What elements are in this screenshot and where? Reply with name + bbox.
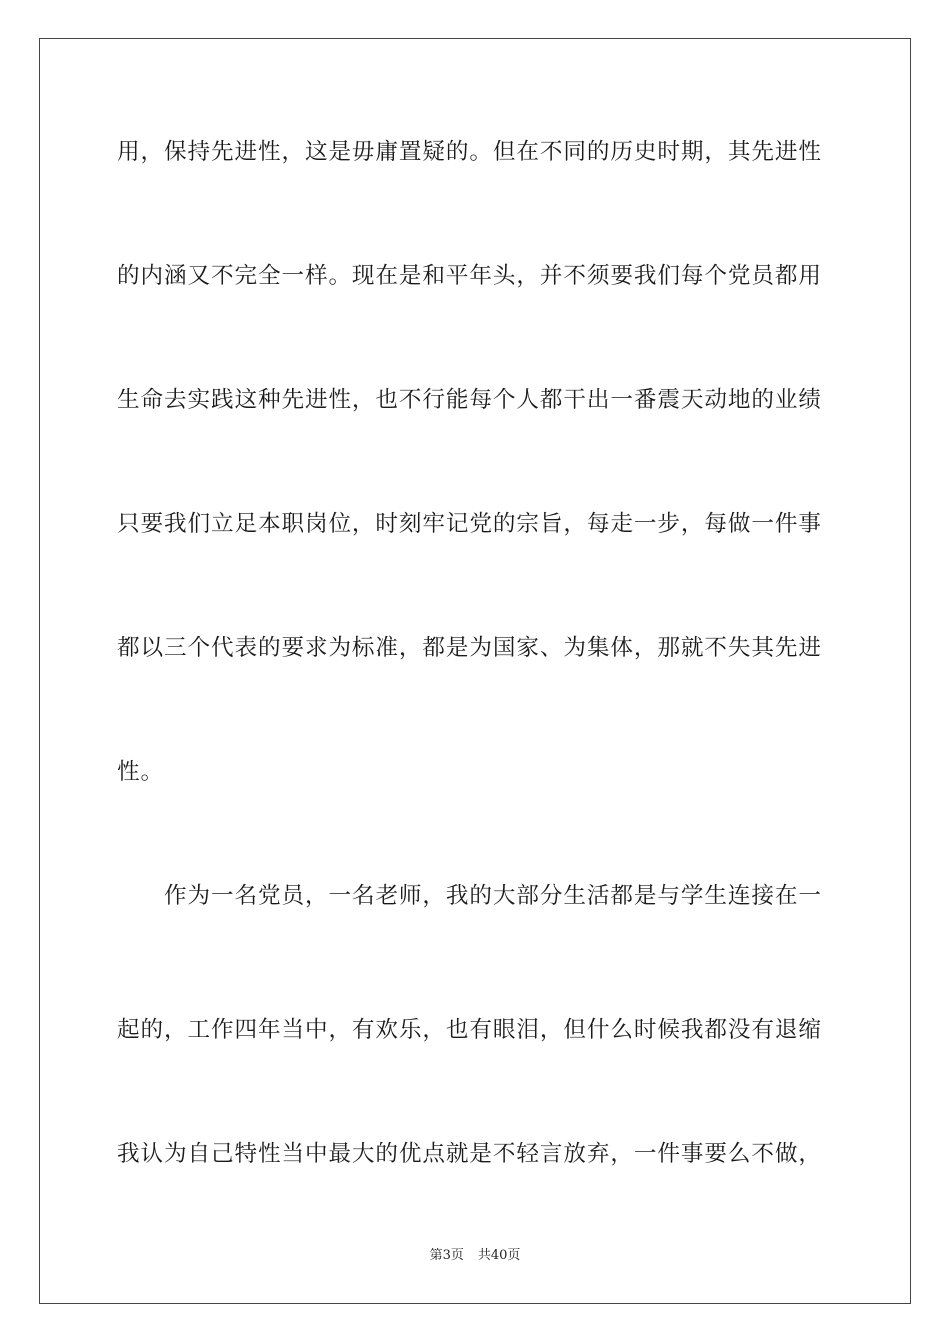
body-text-line: 用，保持先进性，这是毋庸置疑的。但在不同的历史时期，其先进性	[117, 139, 822, 165]
body-text-line: 生命去实践这种先进性，也不行能每个人都干出一番震天动地的业绩	[117, 387, 822, 413]
page-frame	[39, 38, 911, 1304]
page-number: 第3页	[429, 1248, 464, 1263]
body-text-line: 只要我们立足本职岗位，时刻牢记党的宗旨，每走一步，每做一件事	[117, 511, 822, 537]
body-text-line: 的内涵又不完全一样。现在是和平年头，并不须要我们每个党员都用	[117, 263, 822, 289]
body-text-line: 起的，工作四年当中，有欢乐，也有眼泪，但什么时候我都没有退缩	[117, 1017, 822, 1043]
body-text-line: 性。	[117, 759, 164, 785]
page-footer	[0, 1247, 950, 1265]
body-text-line: 我认为自己特性当中最大的优点就是不轻言放弃，一件事要么不做，	[117, 1141, 822, 1167]
page-total: 共40页	[477, 1248, 521, 1263]
body-text-line: 都以三个代表的要求为标准，都是为国家、为集体，那就不失其先进	[117, 635, 822, 661]
body-text-line: 作为一名党员，一名老师，我的大部分生活都是与学生连接在一	[164, 883, 822, 909]
